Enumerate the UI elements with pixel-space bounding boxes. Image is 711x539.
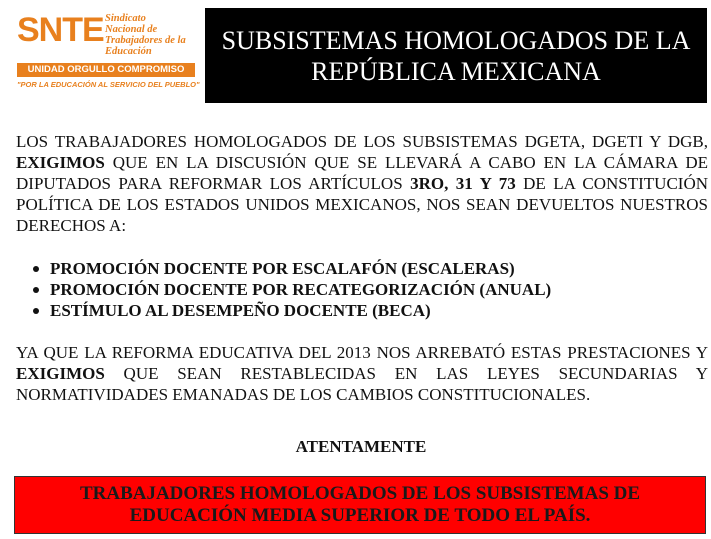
paragraph-emphasis: 3RO, 31 Y 73	[410, 174, 516, 193]
paragraph-text: QUE EN LA DISCUSIÓN QUE SE LLEVARÁ A CABO EN LA CÁMARA DE DIPUTADOS PARA REFORMAR LOS ARTÍCULOS	[16, 153, 708, 193]
logo-name-line: Nacional de	[105, 24, 158, 35]
logo-motto-bar: UNIDAD ORGULLO COMPROMISO	[17, 63, 195, 77]
logo-name-line: Trabajadores de la	[105, 35, 186, 46]
logo-acronym: SNTE	[17, 11, 104, 49]
page-title	[222, 25, 691, 87]
paragraph-text: DE LA CONSTITUCIÓN POLÍTICA DE LOS ESTADOS UNIDOS MEXICANOS, NOS SEAN DEVUELTOS NUESTROS DERECHOS A:	[16, 174, 709, 235]
logo-slogan: "POR LA EDUCACIÓN AL SERVICIO DEL PUEBLO"	[17, 80, 200, 89]
paragraph-text: QUE SEAN RESTABLECIDAS EN LAS LEYES SECUNDARIAS Y NORMATIVIDADES EMANADAS DE LOS CAMBIOS CONSTITUCIONALES.	[16, 364, 708, 404]
title-banner	[205, 8, 707, 103]
rights-list	[33, 258, 551, 321]
signature-text	[80, 483, 640, 527]
paragraph-text: YA QUE LA REFORMA EDUCATIVA DEL 2013 NOS ARREBATÓ ESTAS PRESTACIONES Y	[16, 343, 708, 362]
signature-banner	[14, 476, 706, 534]
logo-header	[17, 10, 199, 57]
demand-paragraph	[16, 131, 708, 236]
signature-line-1: TRABAJADORES HOMOLOGADOS DE LOS SUBSISTEMAS DE	[79, 483, 641, 504]
paragraph-emphasis: EXIGIMOS	[16, 153, 105, 172]
logo-name-line: Educación	[105, 46, 152, 57]
list-item: PROMOCIÓN DOCENTE POR ESCALAFÓN (ESCALERAS)	[33, 258, 551, 279]
logo-union-name	[105, 10, 197, 57]
closing-block	[0, 436, 711, 457]
title-line-2: REPÚBLICA MEXICANA	[311, 56, 601, 86]
logo-name-line: Sindicato	[105, 13, 146, 24]
title-line-1: SUBSISTEMAS HOMOLOGADOS DE LA	[221, 25, 691, 55]
closing-text: ATENTAMENTE	[295, 437, 427, 456]
reason-paragraph	[16, 342, 708, 405]
signature-line-2: EDUCACIÓN MEDIA SUPERIOR DE TODO EL PAÍS.	[129, 505, 591, 526]
list-item: PROMOCIÓN DOCENTE POR RECATEGORIZACIÓN (ANUAL)	[33, 279, 551, 300]
paragraph-text: LOS TRABAJADORES HOMOLOGADOS DE LOS SUBSISTEMAS DGETA, DGETI Y DGB,	[16, 132, 708, 151]
snte-logo	[17, 10, 199, 105]
list-item: ESTÍMULO AL DESEMPEÑO DOCENTE (BECA)	[33, 300, 551, 321]
paragraph-emphasis: EXIGIMOS	[16, 364, 105, 383]
